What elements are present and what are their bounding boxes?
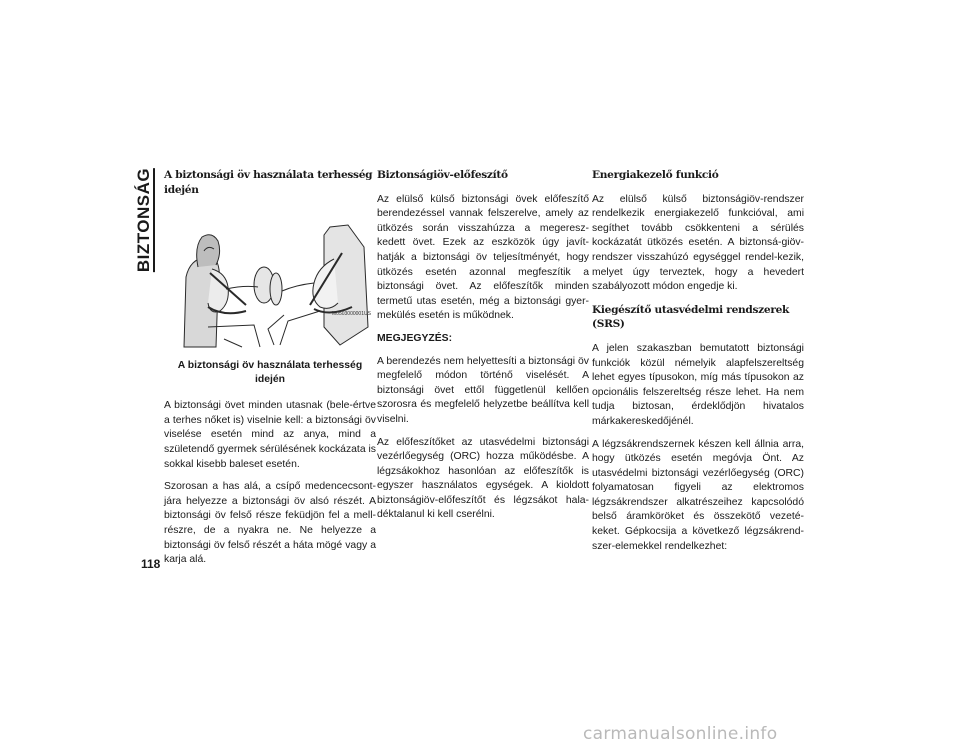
watermark: carmanualsonline.info [583,724,778,744]
paragraph-1: A biztonsági övet minden utasnak (bele-értve a terhes nőket is) viselnie kell: a biztonsági öv viselése esetén mind az anya, mind a születendő gyermek sérülésének kockázata is sokkal kisebb baleset esetén. [164,400,376,470]
note-text: A berendezés nem helyettesíti a biztonsági öv megfelelő módon történő viselését. A biztonsági övet ettől függetlenül kellően szorosra és megfelelő helyzetbe beállítva kell viselni. [377,355,589,425]
pregnancy-seatbelt-drawing [164,207,376,355]
column-right [592,168,804,562]
paragraph-srs-1: A jelen szakaszban bemutatott biztonsági funkciók közül némelyik alapfelszereltség lehet egyes típusokon, míg más típusokon az opcionális felszereltség része lehet. Ha nem tudja biztosan, érdeklődjön hivatalos márkakereskedőjénél. [592,342,804,427]
pregnancy-seatbelt-illustration [164,207,376,355]
section-side-tab-label: BIZTONSÁG [134,167,153,273]
paragraph-srs-2: A légzsákrendszernek készen kell állnia arra, hogy ütközés esetén megóvja Önt. Az utasvédelmi biztonsági vezérlőegység (ORC) folyamatosan figyeli az elektromos légzsákrendszer alkatrészeihez kapcsolódó belső áramköröket és összekötő vezeté-keket. Gépkocsija a következő légzsákrend-szer-elemekkel rendelkezhet: [592,438,804,552]
paragraph-orc: Az előfeszítőket az utasvédelmi biztonsági vezérlőegység (ORC) hozza működésbe. A légzsákokhoz hasonlóan az előfeszítők is egyszer használatos egységek. A kioldott biztonságiöv-előfeszítőt és légzsákot hala-déktalanul ki kell cserélni. [377,436,589,521]
paragraph-pretensioner: Az elülső külső biztonsági övek előfeszítő berendezéssel vannak felszerelve, amely az ütközés során visszahúzza a megeresz-kedett övet. Ezek az eszközök úgy javít-hatják a biztonsági öv teljesítményét, hogy ütközés esetén azonnal megfeszítik a biztonsági övet. Az előfeszítők minden termetű utas esetén, még a biztonsági gyer-mekülés esetén is működnek. [377,193,589,322]
heading-seatbelt-pregnancy: A biztonsági öv használata terhesség idején [164,169,373,196]
note-title: MEGJEGYZÉS: [377,332,453,344]
paragraph-2: Szorosan a has alá, a csípő medencecsont-jára helyezze a biztonsági öv alsó részét. A biztonsági öv felső része feküdjön fel a mell-részre, de a nyakra ne. Ne helyezze a biztonsági öv felső részét a háta mögé vagy a karja alá. [164,481,376,566]
heading-energy-management: Energiakezelő funkció [592,169,719,181]
column-left [164,168,376,576]
page-number: 118 [141,557,161,571]
column-middle [377,168,589,531]
paragraph-energy: Az elülső külső biztonságiöv-rendszer rendelkezik energiakezelő funkcióval, ami segíthet tovább csökkenteni a sérülés kockázatát ütközés esetén. A biztonsá-giöv-rendszer visszahúzó egységgel rendel-kezik, melyet úgy terveztek, hogy a hevedert szabályozott módon engedje ki. [592,193,804,293]
image-code: M0503000001US [332,311,371,318]
heading-srs: Kiegészítő utasvédelmi rendszerek (SRS) [592,303,790,331]
section-side-tab [133,160,157,280]
heading-pretensioner: Biztonságiöv-előfeszítő [377,169,508,181]
figure-caption: A biztonsági öv használata terhesség idején [177,360,363,386]
